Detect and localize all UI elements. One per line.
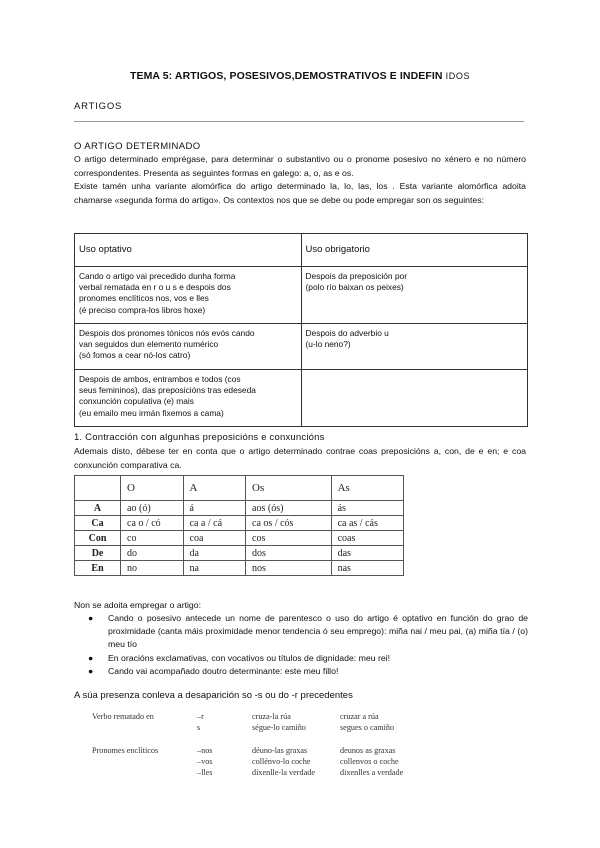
usage-header-optional: Uso optativo — [75, 234, 302, 267]
row-header: Con — [75, 531, 121, 546]
table-cell: Despois da preposición por (polo río baixan os peixes) — [301, 267, 528, 324]
table-cell: ca a / cá — [183, 516, 246, 531]
list-item: ● Cando vai acompañado doutro determinante: este meu fillo! — [74, 665, 528, 678]
intro-line-2: Existe tamén unha variante alomórfica do artigo determinado la, lo, las, los . Esta variante alomórfica adoita chamarse «segunda forma do artigo». Os contextos nos que se debe ou pode empregar son os seguintes: — [74, 181, 526, 206]
table-cell: aos (ós) — [246, 501, 332, 516]
table-cell: ca os / cós — [246, 516, 332, 531]
contraction-table — [74, 475, 404, 576]
table-cell: Despois do adverbio u (u-lo neno?) — [301, 324, 528, 370]
section-title: ARTIGOS — [74, 101, 123, 112]
page-title — [0, 70, 600, 82]
table-cell: ca as / cás — [331, 516, 403, 531]
contraction-heading: 1. Contracción con algunhas preposicións e conxuncións — [74, 432, 325, 443]
non-se-label: Non se adoita empregar o artigo: — [74, 600, 202, 610]
section-divider — [74, 121, 524, 122]
bullet-icon: ● — [88, 652, 94, 663]
example-cell: collenvos o coche — [340, 757, 399, 766]
table-cell: ca o / có — [121, 516, 184, 531]
example-cell: –lles — [197, 768, 213, 777]
intro-line-1: O artigo determinado emprégase, para determinar o substantivo ou o pronome posesivo no xénero e no número correspondentes. Presenta as seguintes formas en galego: a, o, as e os. — [74, 154, 526, 178]
table-cell: Cando o artigo vai precedido dunha forma verbal rematada en r o u s e despois dos pronomes enclíticos nos, vos e lles (é preciso compra-los libros hoxe) — [75, 267, 302, 324]
usage-table — [74, 233, 528, 427]
bullet-icon: ● — [88, 613, 94, 623]
table-row — [75, 324, 528, 370]
example-cell: cruzar a rúa — [340, 712, 379, 721]
table-cell: dos — [246, 546, 332, 561]
table-row — [75, 516, 404, 531]
table-header: Os — [246, 476, 332, 501]
table-header — [75, 476, 121, 501]
example-cell: déuno-las graxas — [252, 746, 308, 755]
table-row — [75, 370, 528, 427]
table-cell: coa — [183, 531, 246, 546]
table-header: As — [331, 476, 403, 501]
list-item: ● En oracións exclamativas, con vocativos ou títulos de dignidade: meu rei! — [74, 652, 528, 665]
table-header: A — [183, 476, 246, 501]
example-cell: Verbo rematado en — [92, 712, 154, 721]
example-cell: s — [197, 723, 201, 732]
intro-paragraph — [74, 153, 526, 208]
contraction-paragraph: Ademais disto, débese ter en conta que o artigo determinado contrae coas preposicións a, con, de e en; e coa conxunción comparativa ca. — [74, 446, 526, 470]
example-cell: deunos as graxas — [340, 746, 396, 755]
title-tail: IDOS — [445, 71, 471, 81]
presenza-line: A súa presenza conleva a desaparición so -s ou do -r precedentes — [74, 690, 353, 701]
table-cell: Despois de ambos, entrambos e todos (cos seus femininos), das preposicións tras edeseda conxunción copulativa (e) mais (eu emailo meu irmán fixemos a cama) — [75, 370, 302, 427]
table-header: O — [121, 476, 184, 501]
table-cell: cos — [246, 531, 332, 546]
row-header: De — [75, 546, 121, 561]
list-item: ● Cando o posesivo antecede un nome de parentesco o uso do artigo é optativo en función do grao de proximidade (canta máis proximidade menor tendencia ó seu emprego): miña nai / meu pai, (a) miña tía / (o) meu tío — [88, 613, 528, 650]
example-cell: díxenlle-la verdade — [252, 768, 315, 777]
example-cell: ségue-lo camiño — [252, 723, 306, 732]
table-cell: na — [183, 561, 246, 576]
table-cell: no — [121, 561, 184, 576]
table-cell: á — [183, 501, 246, 516]
table-cell: ao (ó) — [121, 501, 184, 516]
table-row — [75, 531, 404, 546]
table-cell: das — [331, 546, 403, 561]
table-row — [75, 267, 528, 324]
table-cell: nos — [246, 561, 332, 576]
row-header: A — [75, 501, 121, 516]
bullet-list — [74, 612, 528, 678]
example-cell: –r — [197, 712, 204, 721]
table-cell: ás — [331, 501, 403, 516]
table-cell: Despois dos pronomes tónicos nós evós cando van seguidos dun elemento numérico (só fomos a cear nó-los catro) — [75, 324, 302, 370]
bullet-icon: ● — [88, 665, 94, 676]
example-cell: Pronomes enclíticos — [92, 746, 159, 755]
example-cell: cruza-la rúa — [252, 712, 291, 721]
table-row — [75, 546, 404, 561]
example-cell: segues o camiño — [340, 723, 395, 732]
table-cell: coas — [331, 531, 403, 546]
example-cell: –vos — [197, 757, 213, 766]
title-main: TEMA 5: ARTIGOS, POSESIVOS,DEMOSTRATIVOS E INDEFIN — [129, 70, 443, 82]
usage-header-mandatory: Uso obrigatorio — [301, 234, 528, 267]
table-cell: co — [121, 531, 184, 546]
table-cell: nas — [331, 561, 403, 576]
example-cell: –nos — [197, 746, 213, 755]
example-cell: collénvo-lo coche — [252, 757, 311, 766]
row-header: Ca — [75, 516, 121, 531]
row-header: En — [75, 561, 121, 576]
example-cell: dixenlles a verdade — [340, 768, 404, 777]
subsection-heading: O ARTIGO DETERMINADO — [74, 141, 201, 152]
table-row — [75, 501, 404, 516]
table-row — [75, 561, 404, 576]
table-cell: do — [121, 546, 184, 561]
table-cell — [301, 370, 528, 427]
table-cell: da — [183, 546, 246, 561]
